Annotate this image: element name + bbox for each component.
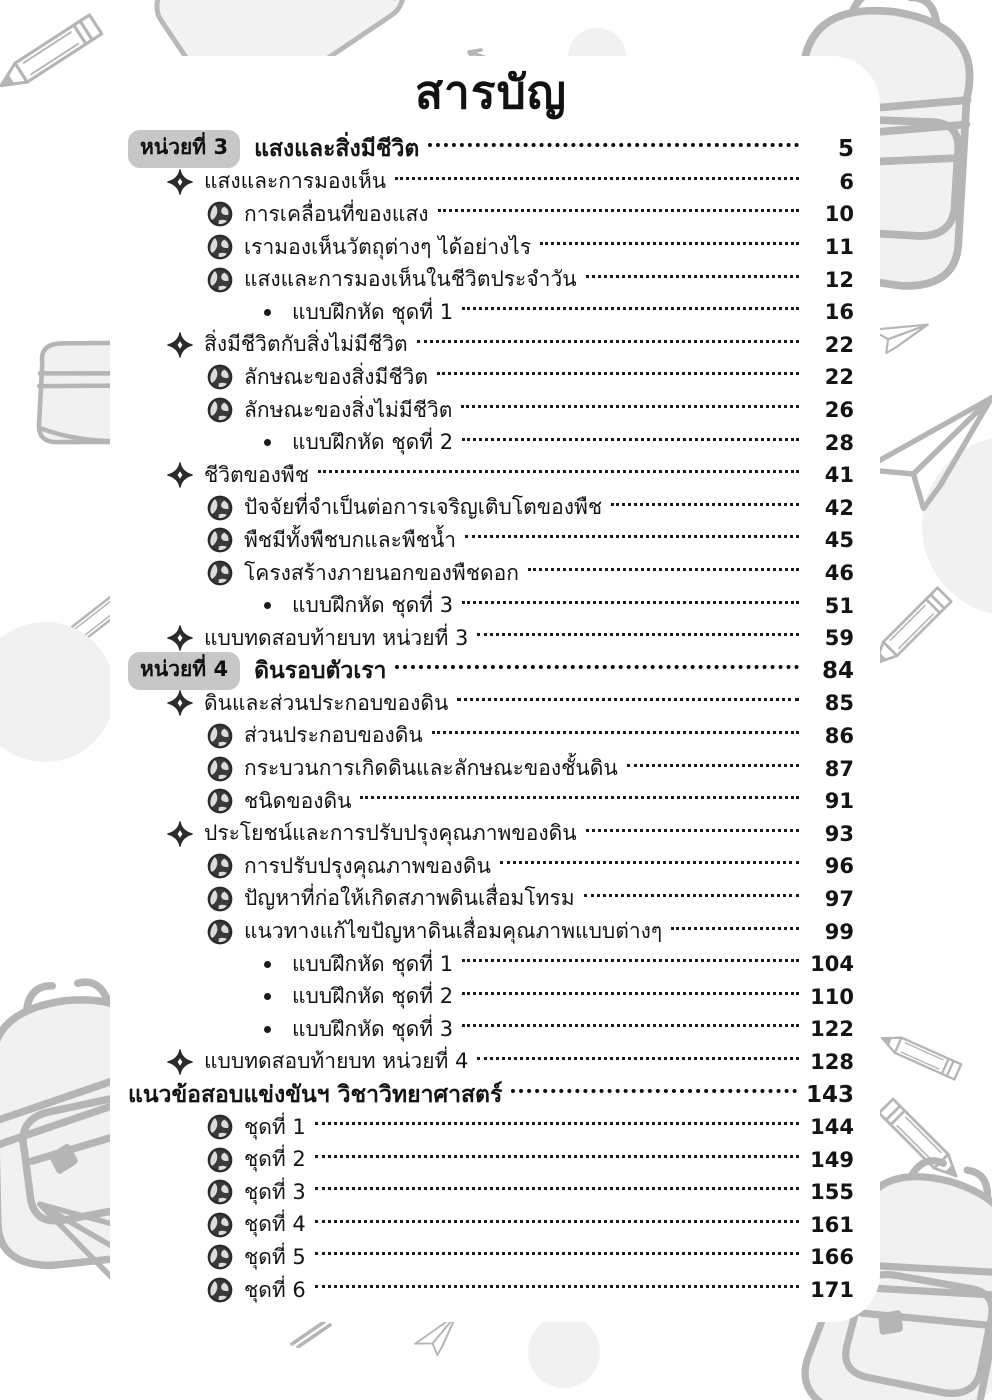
dotted-leader <box>395 177 799 180</box>
toc-entry-page: 155 <box>810 1180 854 1205</box>
dotted-leader <box>584 894 799 897</box>
toc-entry-page: 26 <box>824 398 854 423</box>
toc-row <box>128 1209 854 1242</box>
doodle-ball-icon <box>206 788 233 815</box>
dotted-leader <box>462 1024 799 1027</box>
doodle-ball-icon <box>206 234 233 261</box>
doodle-ball-icon <box>206 918 233 945</box>
dotted-leader <box>315 1252 799 1255</box>
dotted-leader <box>432 731 799 734</box>
toc-entry-label: แนวข้อสอบแข่งขันฯ วิชาวิทยาศาสตร์ <box>128 1081 503 1108</box>
sparkle-star-icon <box>166 168 194 196</box>
toc-entry-page: 42 <box>824 495 854 520</box>
unit-badge: หน่วยที่ 3 <box>128 130 240 168</box>
toc-entry-page: 22 <box>824 365 854 390</box>
toc-entry-page: 86 <box>824 723 854 748</box>
table-of-contents <box>110 56 880 1306</box>
toc-entry-label: ชุดที่ 5 <box>244 1244 306 1269</box>
sparkle-star-icon <box>166 624 194 652</box>
toc-entry-label: แบบฝึกหัด ชุดที่ 3 <box>292 593 454 618</box>
toc-row <box>128 426 854 459</box>
toc-entry-page: 97 <box>824 886 854 911</box>
toc-row <box>128 687 854 720</box>
dotted-leader <box>611 503 799 506</box>
doodle-ball-icon <box>206 1211 233 1238</box>
scribble-doodle-bottom <box>290 1318 350 1348</box>
toc-entry-page: 84 <box>821 657 854 684</box>
toc-entry-label: ชุดที่ 1 <box>244 1114 306 1139</box>
toc-entry-page: 6 <box>839 169 854 194</box>
toc-row <box>128 980 854 1013</box>
toc-row <box>128 263 854 296</box>
toc-entry-label: แบบฝึกหัด ชุดที่ 1 <box>292 951 454 976</box>
toc-row <box>128 655 854 688</box>
dotted-leader <box>315 1220 799 1223</box>
toc-entry-label: ลักษณะของสิ่งมีชีวิต <box>244 364 429 389</box>
toc-row <box>128 231 854 264</box>
toc-row <box>128 720 854 753</box>
sparkle-star-icon <box>166 689 194 717</box>
toc-entry-label: แบบฝึกหัด ชุดที่ 2 <box>292 984 454 1009</box>
unit-badge: หน่วยที่ 4 <box>128 652 240 690</box>
dotted-leader <box>315 1187 799 1190</box>
doodle-ball-icon <box>206 560 233 587</box>
toc-entry-page: 41 <box>824 463 854 488</box>
toc-entry-page: 93 <box>824 821 854 846</box>
toc-entry-label: กระบวนการเกิดดินและลักษณะของชั้นดิน <box>244 756 618 781</box>
dotted-leader <box>671 927 799 930</box>
toc-row <box>128 817 854 850</box>
dotted-leader <box>395 665 799 669</box>
doodle-ball-icon <box>206 1114 233 1141</box>
toc-row <box>128 459 854 492</box>
toc-entry-label: แบบฝึกหัด ชุดที่ 3 <box>292 1016 454 1041</box>
dotted-leader <box>438 209 799 212</box>
toc-row <box>128 1046 854 1079</box>
toc-entry-page: 91 <box>824 789 854 814</box>
doodle-ball-icon <box>206 397 233 424</box>
pencil-doodle-top-left <box>0 0 114 110</box>
bullet-dot-icon <box>260 957 274 971</box>
dotted-leader <box>586 275 799 278</box>
toc-entry-page: 171 <box>810 1278 854 1303</box>
dotted-leader <box>477 633 799 636</box>
doodle-ball-icon <box>206 885 233 912</box>
toc-row <box>128 622 854 655</box>
toc-entry-page: 166 <box>810 1245 854 1270</box>
toc-entry-page: 104 <box>810 952 854 977</box>
bullet-dot-icon <box>260 599 274 613</box>
page-title: สารบัญ <box>414 65 567 119</box>
toc-row <box>128 883 854 916</box>
toc-entry-label: ชนิดของดิน <box>244 788 352 813</box>
toc-row <box>128 492 854 525</box>
toc-row <box>128 524 854 557</box>
toc-entry-label: ปัญหาที่ก่อให้เกิดสภาพดินเสื่อมโทรม <box>244 886 575 911</box>
dotted-leader <box>461 405 799 408</box>
toc-row <box>128 394 854 427</box>
sparkle-star-icon <box>166 331 194 359</box>
toc-entry-label: ชุดที่ 4 <box>244 1212 306 1237</box>
doodle-ball-icon <box>206 527 233 554</box>
toc-entry-label: ปัจจัยที่จำเป็นต่อการเจริญเติบโตของพืช <box>244 495 603 520</box>
toc-entry-label: การเคลื่อนที่ของแสง <box>244 201 429 226</box>
dotted-leader <box>465 535 799 538</box>
toc-entry-page: 11 <box>824 235 854 260</box>
dotted-leader <box>511 1089 797 1093</box>
toc-entry-label: แสงและการมองเห็นในชีวิตประจำวัน <box>244 267 577 292</box>
toc-row <box>128 1143 854 1176</box>
doodle-ball-icon <box>206 1244 233 1271</box>
bullet-dot-icon <box>260 305 274 319</box>
bullet-dot-icon <box>260 1022 274 1036</box>
toc-row <box>128 361 854 394</box>
toc-entry-label: ดินและส่วนประกอบของดิน <box>204 690 449 715</box>
toc-entry-page: 45 <box>824 528 854 553</box>
toc-entry-label: ชุดที่ 2 <box>244 1147 306 1172</box>
toc-entry-page: 128 <box>810 1049 854 1074</box>
toc-entry-label: แสงและการมองเห็น <box>204 169 387 194</box>
doodle-ball-icon <box>206 494 233 521</box>
toc-entry-page: 51 <box>824 593 854 618</box>
bullet-dot-icon <box>260 990 274 1004</box>
toc-entry-label: แบบฝึกหัด ชุดที่ 2 <box>292 430 454 455</box>
sparkle-star-icon <box>166 461 194 489</box>
toc-row <box>128 1176 854 1209</box>
toc-row <box>128 1111 854 1144</box>
toc-list <box>128 133 854 1306</box>
toc-row <box>128 166 854 199</box>
toc-entry-label: แนวทางแก้ไขปัญหาดินเสื่อมคุณภาพแบบต่างๆ <box>244 919 663 944</box>
dotted-leader <box>428 143 799 147</box>
toc-entry-label: ประโยชน์และการปรับปรุงคุณภาพของดิน <box>204 821 577 846</box>
toc-row <box>128 1013 854 1046</box>
dotted-leader <box>528 568 799 571</box>
toc-entry-page: 22 <box>824 332 854 357</box>
dotted-leader <box>315 1285 799 1288</box>
toc-row <box>128 785 854 818</box>
toc-entry-page: 87 <box>824 756 854 781</box>
toc-row <box>128 133 854 166</box>
toc-entry-page: 144 <box>810 1115 854 1140</box>
toc-row <box>128 850 854 883</box>
toc-entry-page: 59 <box>824 626 854 651</box>
sparkle-star-icon <box>166 1048 194 1076</box>
dotted-leader <box>457 698 799 701</box>
doodle-ball-icon <box>206 755 233 782</box>
toc-entry-label: ส่วนประกอบของดิน <box>244 723 423 748</box>
doodle-ball-icon <box>206 1179 233 1206</box>
toc-row <box>128 752 854 785</box>
toc-entry-page: 110 <box>810 984 854 1009</box>
toc-entry-label: แบบฝึกหัด ชุดที่ 1 <box>292 299 454 324</box>
toc-entry-page: 28 <box>824 430 854 455</box>
dotted-leader <box>500 861 799 864</box>
toc-entry-page: 143 <box>805 1081 854 1108</box>
dotted-leader <box>462 959 799 962</box>
dotted-leader <box>318 470 799 473</box>
dotted-leader <box>477 1057 799 1060</box>
dotted-leader <box>627 764 799 767</box>
toc-entry-page: 5 <box>837 136 854 163</box>
toc-entry-label: ชุดที่ 6 <box>244 1277 306 1302</box>
doodle-ball-icon <box>206 201 233 228</box>
toc-row <box>128 198 854 231</box>
bullet-dot-icon <box>260 436 274 450</box>
dotted-leader <box>360 796 799 799</box>
doodle-ball-icon <box>206 722 233 749</box>
pencil-doodle-bottom-right-stub <box>870 1019 970 1091</box>
toc-row <box>128 948 854 981</box>
toc-entry-label: ชุดที่ 3 <box>244 1179 306 1204</box>
dotted-leader <box>417 340 799 343</box>
doodle-ball-icon <box>206 266 233 293</box>
toc-entry-page: 99 <box>824 919 854 944</box>
toc-row <box>128 1078 854 1111</box>
toc-entry-page: 122 <box>810 1017 854 1042</box>
sparkle-star-icon <box>166 820 194 848</box>
toc-entry-label: การปรับปรุงคุณภาพของดิน <box>244 853 491 878</box>
toc-entry-label: แสงและสิ่งมีชีวิต <box>254 136 420 163</box>
toc-entry-label: เรามองเห็นวัตถุต่างๆ ได้อย่างไร <box>244 234 532 259</box>
toc-entry-label: พืชมีทั้งพืชบกและพืชน้ำ <box>244 527 457 552</box>
toc-entry-label: สิ่งมีชีวิตกับสิ่งไม่มีชีวิต <box>204 332 408 357</box>
toc-row <box>128 915 854 948</box>
toc-entry-page: 96 <box>824 854 854 879</box>
toc-row <box>128 557 854 590</box>
dotted-leader <box>315 1155 799 1158</box>
toc-entry-page: 149 <box>810 1147 854 1172</box>
toc-row <box>128 589 854 622</box>
toc-row <box>128 329 854 362</box>
toc-entry-label: ดินรอบตัวเรา <box>254 657 387 684</box>
toc-entry-label: แบบทดสอบท้ายบท หน่วยที่ 3 <box>204 625 469 650</box>
dotted-leader <box>586 829 799 832</box>
doodle-ball-icon <box>206 364 233 391</box>
toc-entry-label: แบบทดสอบท้ายบท หน่วยที่ 4 <box>204 1049 469 1074</box>
toc-row <box>128 296 854 329</box>
dotted-leader <box>462 601 799 604</box>
doodle-ball-icon <box>206 1277 233 1304</box>
toc-entry-page: 85 <box>824 691 854 716</box>
doodle-ball-icon <box>206 1146 233 1173</box>
dotted-leader <box>437 372 799 375</box>
toc-entry-page: 12 <box>824 267 854 292</box>
dotted-leader <box>315 1122 799 1125</box>
blob-doodle-bottom-center <box>528 1316 600 1388</box>
toc-entry-label: ลักษณะของสิ่งไม่มีชีวิต <box>244 397 453 422</box>
toc-entry-page: 46 <box>824 561 854 586</box>
toc-row <box>128 1274 854 1307</box>
dotted-leader <box>540 242 799 245</box>
toc-entry-label: ชีวิตของพืช <box>204 462 309 487</box>
toc-entry-page: 10 <box>824 202 854 227</box>
toc-entry-page: 161 <box>810 1212 854 1237</box>
dotted-leader <box>462 992 799 995</box>
dotted-leader <box>462 438 799 441</box>
doodle-ball-icon <box>206 853 233 880</box>
dotted-leader <box>462 307 799 310</box>
toc-entry-page: 16 <box>824 300 854 325</box>
toc-entry-label: โครงสร้างภายนอกของพืชดอก <box>244 560 519 585</box>
toc-row <box>128 1241 854 1274</box>
